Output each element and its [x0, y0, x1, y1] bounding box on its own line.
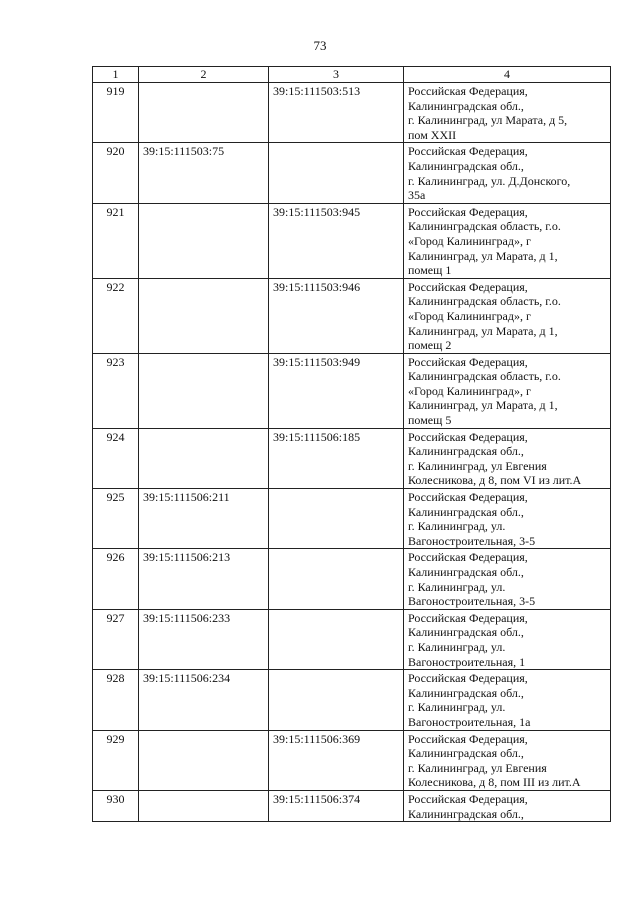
column-header-2: 2: [139, 67, 269, 83]
row-number-cell: 925: [93, 489, 139, 549]
address-line: Калининградская обл.,: [408, 444, 524, 459]
cadastral-number-cell-3: 39:15:111506:185: [269, 428, 404, 488]
address-line: г. Калининград, ул.: [408, 700, 506, 715]
address-line: Калининградская обл.,: [408, 625, 524, 640]
cadastral-number-cell-3: [269, 609, 404, 669]
address-line: 35а: [408, 188, 426, 203]
address-line: Калининград, ул Марата, д 1,: [408, 323, 558, 338]
row-number-cell: 921: [93, 203, 139, 278]
table-row: [93, 489, 611, 549]
address-line: «Город Калининград», г: [408, 308, 531, 323]
table-row: [93, 278, 611, 353]
address-line: Российская Федерация,: [408, 490, 528, 505]
cadastral-number-cell-2: 39:15:111503:75: [139, 143, 269, 203]
address-line: Российская Федерация,: [408, 354, 528, 369]
address-line: Российская Федерация,: [408, 144, 528, 159]
address-line: Колесникова, д 8, пом VI из лит.А: [408, 473, 582, 488]
address-line: «Город Калининград», г: [408, 233, 531, 248]
cadastral-number-cell-3: 39:15:111503:513: [269, 83, 404, 143]
address-line: помещ 2: [408, 338, 452, 353]
cadastral-number-cell-3: [269, 143, 404, 203]
address-line: Калининградская обл.,: [408, 504, 524, 519]
address-line: г. Калининград, ул. Д.Донского,: [408, 173, 571, 188]
address-cell: [404, 609, 611, 669]
cadastral-number-cell-2: [139, 278, 269, 353]
page-number: 73: [313, 38, 327, 53]
address-cell: [404, 670, 611, 730]
table-header: [93, 67, 611, 83]
cadastral-number-cell-2: 39:15:111506:211: [139, 489, 269, 549]
row-number-cell: 920: [93, 143, 139, 203]
row-number-cell: 922: [93, 278, 139, 353]
cadastral-number-cell-2: [139, 83, 269, 143]
row-number-cell: 930: [93, 790, 139, 821]
cadastral-number-cell-3: 39:15:111506:369: [269, 730, 404, 790]
table-row: [93, 549, 611, 609]
cadastral-number-cell-2: [139, 428, 269, 488]
address-line: Российская Федерация,: [408, 84, 528, 98]
address-line: помещ 5: [408, 413, 452, 428]
table-row: [93, 143, 611, 203]
row-number-cell: 928: [93, 670, 139, 730]
address-line: Российская Федерация,: [408, 731, 528, 746]
address-line: Калининградская область, г.о.: [408, 219, 561, 234]
address-cell: [404, 790, 611, 821]
address-cell: [404, 549, 611, 609]
address-line: Российская Федерация,: [408, 550, 528, 565]
cadastral-number-cell-3: [269, 489, 404, 549]
address-line: Российская Федерация,: [408, 671, 528, 686]
address-cell: [404, 489, 611, 549]
cadastral-number-cell-2: 39:15:111506:234: [139, 670, 269, 730]
address-line: г. Калининград, ул.: [408, 519, 506, 534]
cadastral-number-cell-3: 39:15:111503:949: [269, 353, 404, 428]
row-number-cell: 929: [93, 730, 139, 790]
table-row: [93, 203, 611, 278]
address-line: Калининградская обл.,: [408, 746, 524, 761]
address-cell: [404, 203, 611, 278]
address-line: Калининградская обл.,: [408, 158, 524, 173]
address-line: г. Калининград, ул Марата, д 5,: [408, 113, 568, 128]
table-row: [93, 730, 611, 790]
address-cell: [404, 353, 611, 428]
cadastral-number-cell-3: [269, 549, 404, 609]
row-number-cell: 919: [93, 83, 139, 143]
address-line: Калининградская обл.,: [408, 565, 524, 579]
table-row: [93, 353, 611, 428]
address-line: Российская Федерация,: [408, 791, 528, 806]
address-line: г. Калининград, ул Евгения: [408, 760, 547, 775]
header-row: [93, 67, 611, 83]
row-number-cell: 924: [93, 428, 139, 488]
address-line: Калининград, ул Марата, д 1,: [408, 398, 558, 413]
table-row: [93, 670, 611, 730]
cadastral-number-cell-2: [139, 730, 269, 790]
address-line: Вагоностроительная, 3-5: [408, 594, 536, 609]
cadastral-number-cell-2: 39:15:111506:233: [139, 609, 269, 669]
row-number-cell: 926: [93, 549, 139, 609]
table-row: [93, 428, 611, 488]
address-line: Российская Федерация,: [408, 429, 528, 444]
cadastral-number-cell-2: [139, 353, 269, 428]
column-header-4: 4: [404, 67, 611, 83]
address-line: Российская Федерация,: [408, 279, 528, 294]
address-line: Вагоностроительная, 3-5: [408, 533, 536, 548]
row-number-cell: 923: [93, 353, 139, 428]
cadastral-number-cell-2: [139, 790, 269, 821]
address-line: помещ 1: [408, 263, 452, 278]
address-line: Колесникова, д 8, пом III из лит.А: [408, 775, 581, 790]
address-cell: [404, 730, 611, 790]
table-body: [93, 83, 611, 822]
address-line: г. Калининград, ул.: [408, 639, 506, 654]
address-line: Вагоностроительная, 1а: [408, 714, 531, 729]
address-line: «Город Калининград», г: [408, 383, 531, 398]
cadastral-number-cell-3: 39:15:111503:945: [269, 203, 404, 278]
address-line: Калининградская область, г.о.: [408, 294, 561, 309]
cadastral-number-cell-2: [139, 203, 269, 278]
cadastral-number-cell-3: 39:15:111506:374: [269, 790, 404, 821]
registry-table: [92, 66, 611, 822]
address-line: Российская Федерация,: [408, 610, 528, 625]
column-header-3: 3: [269, 67, 404, 83]
column-header-1: 1: [93, 67, 139, 83]
address-line: Калининградская обл.,: [408, 806, 524, 821]
address-line: Калининградская обл.,: [408, 98, 524, 113]
row-number-cell: 927: [93, 609, 139, 669]
address-line: пом XXII: [408, 127, 457, 142]
cadastral-number-cell-3: 39:15:111503:946: [269, 278, 404, 353]
address-line: г. Калининград, ул Евгения: [408, 458, 547, 473]
table-row: [93, 609, 611, 669]
cadastral-number-cell-2: 39:15:111506:213: [139, 549, 269, 609]
address-cell: [404, 428, 611, 488]
address-line: Калининградская обл.,: [408, 685, 524, 700]
address-line: Вагоностроительная, 1: [408, 654, 526, 669]
table-row: [93, 790, 611, 821]
address-line: Российская Федерация,: [408, 204, 528, 219]
address-line: Калининградская область, г.о.: [408, 369, 561, 384]
address-cell: [404, 278, 611, 353]
address-cell: [404, 83, 611, 143]
address-line: Калининград, ул Марата, д 1,: [408, 248, 558, 263]
table-row: [93, 83, 611, 143]
cadastral-number-cell-3: [269, 670, 404, 730]
address-cell: [404, 143, 611, 203]
address-line: г. Калининград, ул.: [408, 579, 506, 594]
